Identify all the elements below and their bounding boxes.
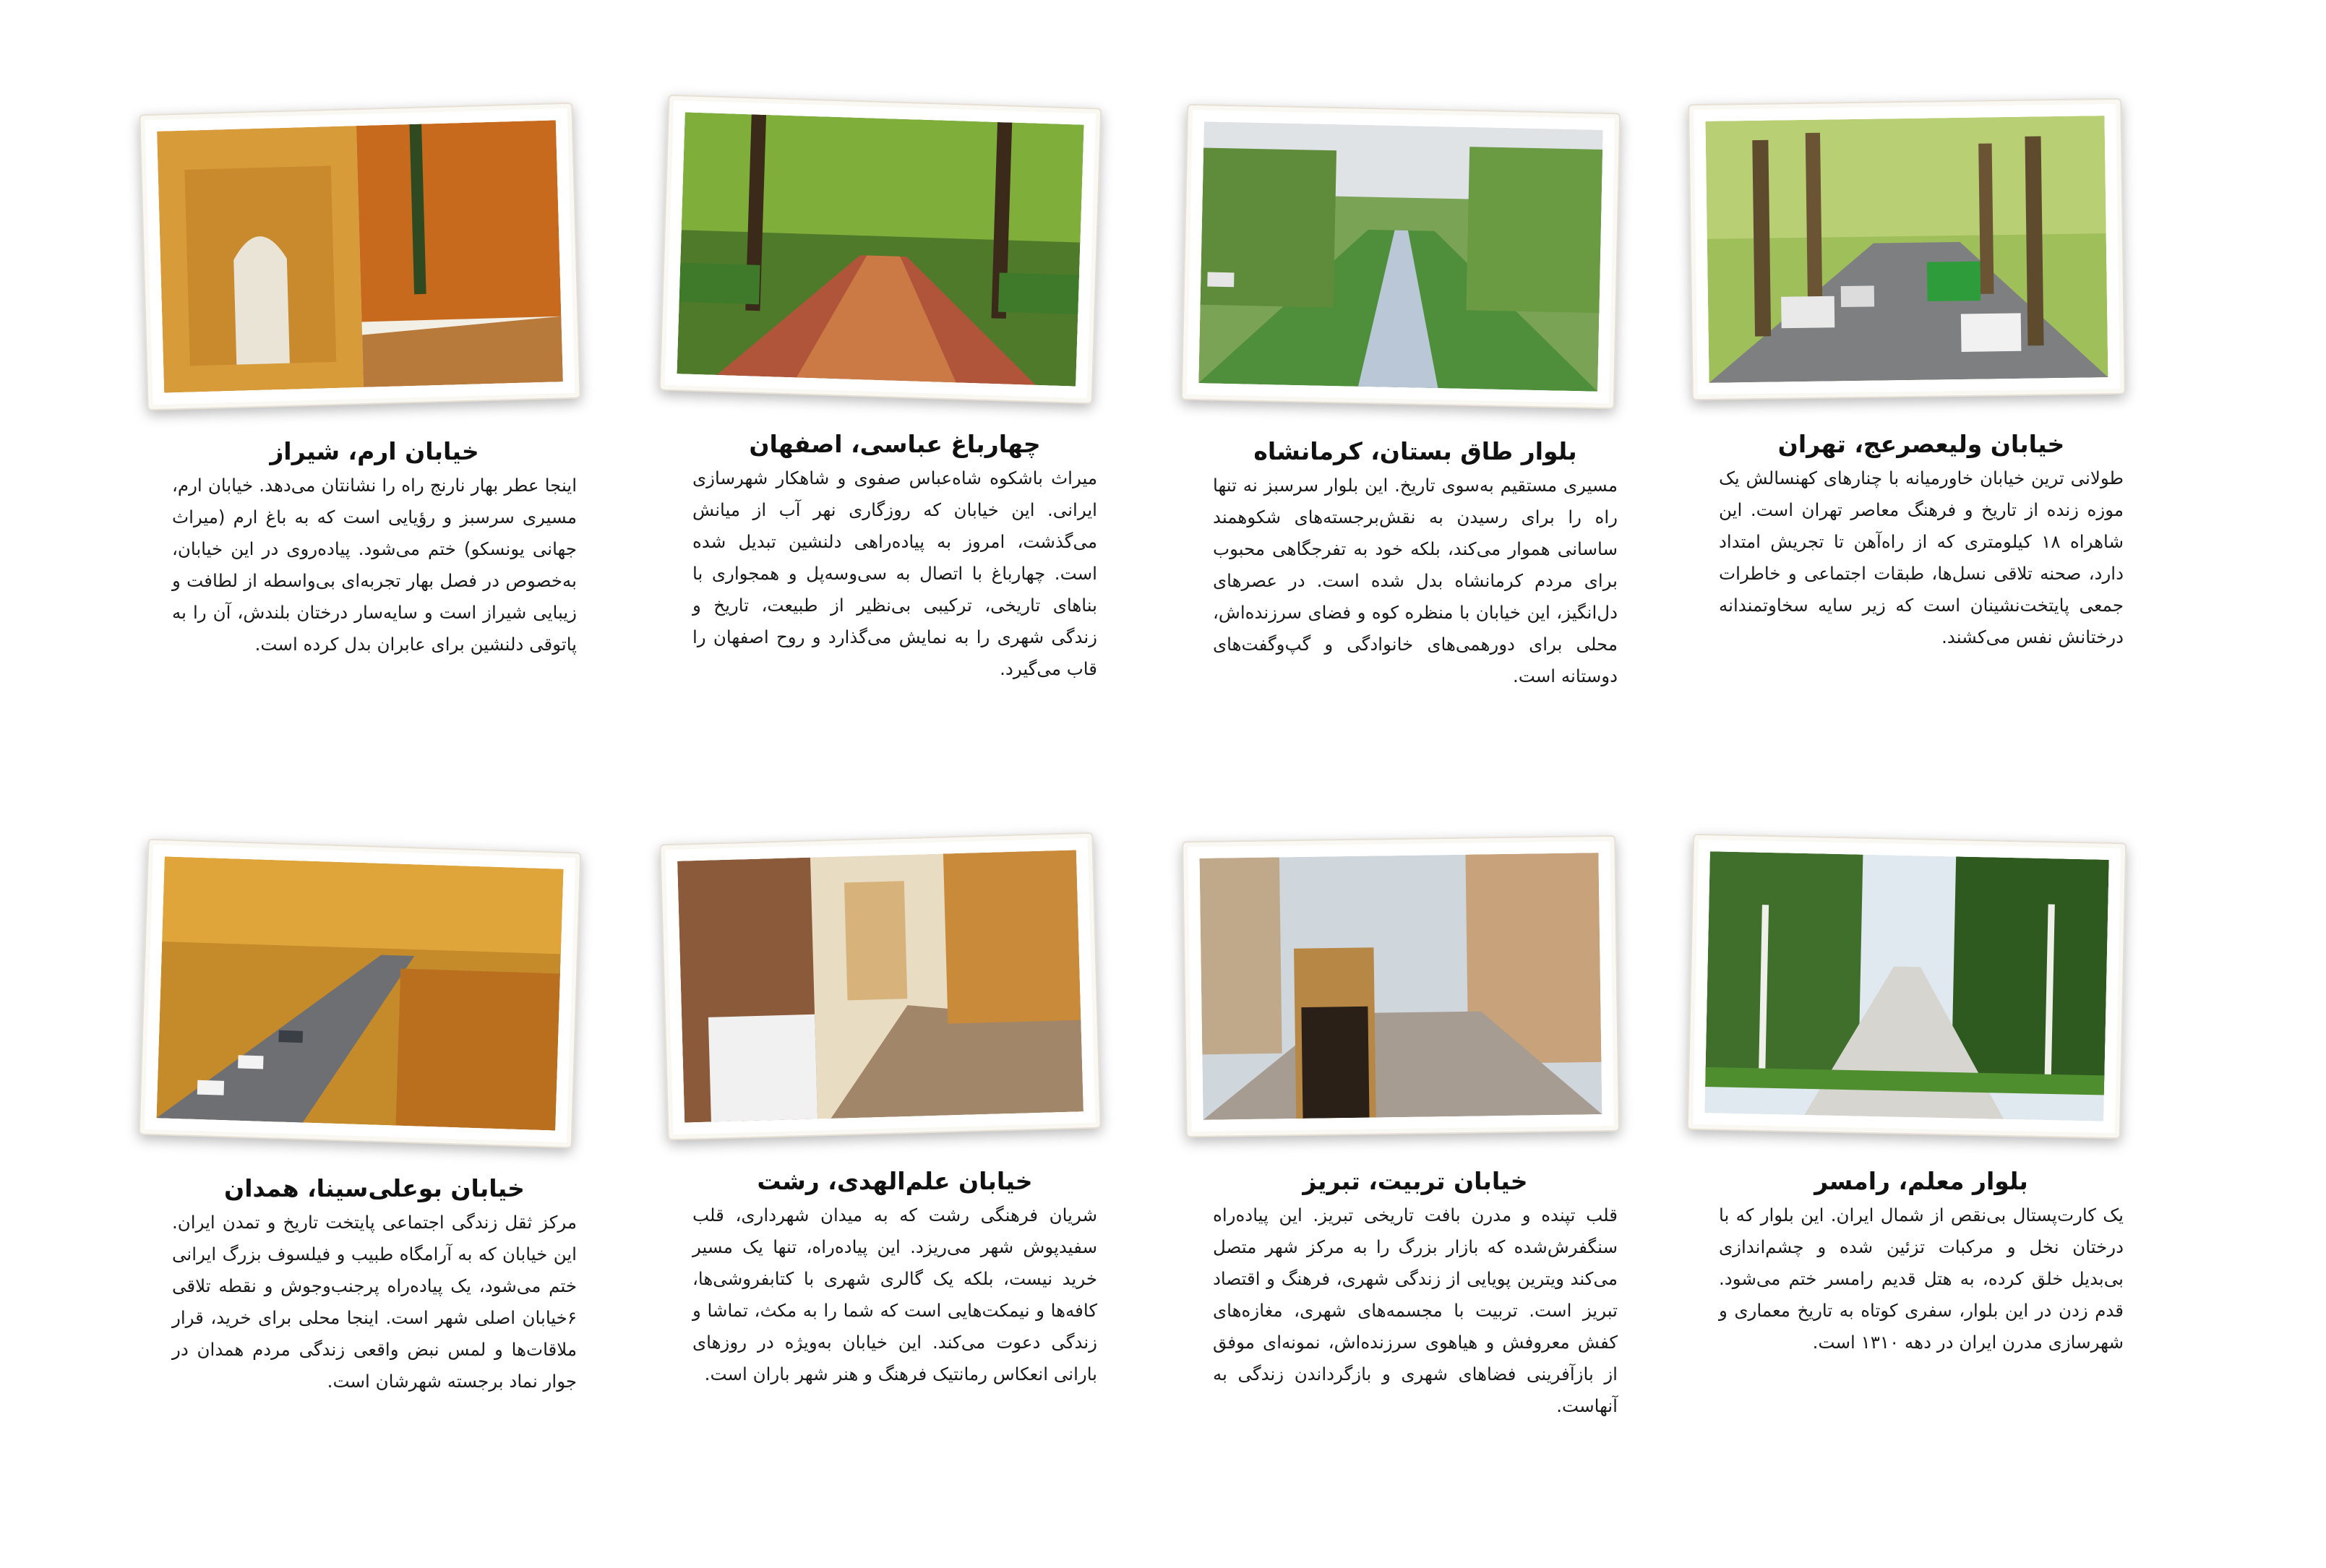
street-card [143,108,591,831]
street-card [1184,108,1632,831]
street-caption [1213,1167,1618,1422]
street-photo [1198,121,1602,391]
photo-frame [1687,834,2127,1139]
street-description: مرکز ثقل زندگی اجتماعی پایتخت تاریخ و تمدن ایران. این خیابان که به آرامگاه طبیب و فیلسوف بزرگ ایرانی ختم می‌شود، یک پیاده‌راه پرجنب‌وجوش و نقطه تلاقی ۶خیابان اصلی شهر است. اینجا محلی برای خرید، قرار ملاقات‌ها و لمس نبض واقعی زندگی مردم همدان در جوار نماد برجسته شهرشان است. [172,1212,577,1392]
photo-frame [1182,835,1620,1137]
street-card [664,838,1112,1561]
street-photo [1705,116,2108,383]
street-description: میراث باشکوه شاه‌عباس صفوی و شاهکار شهرسازی ایرانی. این خیابان که روزگاری نهر آب از میانش می‌گذشت، امروز به پیاده‌راهی دلنشین تبدیل شده است. چهارباغ با اتصال به سی‌وسه‌پل و همجواری با بناهای تاریخی، ترکیبی بی‌نظیر از طبیعت، تاریخ و زندگی شهری را به نمایش می‌گذارد و روح اصفهان را قاب می‌گیرد. [692,468,1097,679]
street-title: خیابان ولیعصرعج، تهران [1777,430,2065,458]
street-caption [172,1174,577,1397]
street-photo [677,850,1083,1122]
street-description: قلب تپنده و مدرن بافت تاریخی تبریز. این پیاده‌راه سنگفرش‌شده که بازار بزرگ را به مرکز شهر متصل می‌کند ویترین پویایی از زندگی شهری، فرهنگ و اقتصاد تبریز است. تربیت با مجسمه‌های شهری، مغازه‌های کفش معروفش و هیاهوی سرزنده‌اش، نمونه‌ای موفق از بازآفرینی فضاهای شهری و بازگرداندن زندگی به آنهاست. [1213,1205,1618,1416]
street-photo [1704,851,2108,1121]
street-caption [692,1167,1097,1390]
street-title: چهارباغ عباسی، اصفهان [749,430,1041,458]
street-caption [172,437,577,660]
street-photo [1199,853,1602,1120]
street-title: خیابان بوعلی‌سینا، همدان [224,1174,525,1202]
street-description: طولانی ترین خیابان خاورمیانه با چنارهای کهنسالش یک موزه زنده از تاریخ و فرهنگ معاصر تهران است. این شاهراه ۱۸ کیلومتری که از راه‌آهن تا تجریش امتداد دارد، صحنه تلاقی نسل‌ها، طبقات اجتماعی و خاطرات جمعی پایتخت‌نشینان است که زیر سایه سخاوتمندانه درختانش نفس می‌کشند. [1719,468,2124,647]
street-caption [1719,430,2124,653]
street-card [1690,838,2138,1561]
street-title: خیابان علم‌الهدی، رشت [757,1167,1033,1195]
street-card [1690,101,2138,824]
photo-frame [139,103,580,411]
photo-frame [1181,104,1621,409]
street-title: بلوار معلم، رامسر [1814,1167,2028,1195]
photo-frame [659,832,1101,1141]
street-photo [156,856,563,1130]
street-description: مسیری مستقیم به‌سوی تاریخ. این بلوار سرسبز نه تنها راه را برای رسیدن به نقش‌برجسته‌های شکوهمند ساسانی هموار می‌کند، بلکه خود به تفرجگاهی محبوب برای مردم کرمانشاه بدل شده است. در عصرهای دل‌انگیز، این خیابان با منظره کوه و فضای سرزنده‌اش، محلی برای دورهمی‌های خانوادگی و گپ‌وگفت‌های دوستانه است. [1213,475,1618,686]
street-photo [157,120,563,392]
street-description: شریان فرهنگی رشت که به میدان شهرداری، قلب سفیدپوش شهر می‌ریزد. این پیاده‌راه، تنها یک مسیر خرید نیست، بلکه یک گالری شهری با کتابفروشی‌ها، کافه‌ها و نیمکت‌هایی است که شما را به مکث، تماشا و زندگی دعوت می‌کند. این خیابان به‌ویژه در روزهای بارانی انعکاس رمانتیک فرهنگ و هنر شهر باران است. [692,1205,1097,1384]
street-title: بلوار طاق بستان، کرمانشاه [1253,437,1577,465]
photo-frame [1688,98,2126,400]
photo-frame [139,839,582,1149]
street-description: یک کارت‌پستال بی‌نقص از شمال ایران. این بلوار که با درختان نخل و مرکبات تزئین شده و چشم‌اندازی بی‌بدیل خلق کرده، به هتل قدیم رامسر ختم می‌شود. قدم زدن در این بلوار، سفری کوتاه به تاریخ معماری و شهرسازی مدرن ایران در دهه ۱۳۱۰ است. [1719,1205,2124,1353]
street-caption [1719,1167,2124,1358]
street-card [664,101,1112,824]
street-photo [677,112,1083,386]
street-card [143,845,591,1568]
street-title: خیابان ارم، شیراز [270,437,479,465]
street-caption [1213,437,1618,692]
photo-frame [659,95,1102,405]
street-card [1184,838,1632,1561]
street-title: خیابان تربیت، تبریز [1303,1167,1528,1195]
street-caption [692,430,1097,685]
street-description: اینجا عطر بهار نارنج راه را نشانتان می‌دهد. خیابان ارم، مسیری سرسبز و رؤیایی است که به باغ ارم (میراث جهانی یونسکو) ختم می‌شود. پیاده‌روی در این خیابان، به‌خصوص در فصل بهار تجربه‌ای بی‌واسطه از لطافت و زیبایی شیراز است و سایه‌سار درختان بلندش، آن را به پاتوقی دلنشین برای عابران بدل کرده است. [172,475,577,655]
